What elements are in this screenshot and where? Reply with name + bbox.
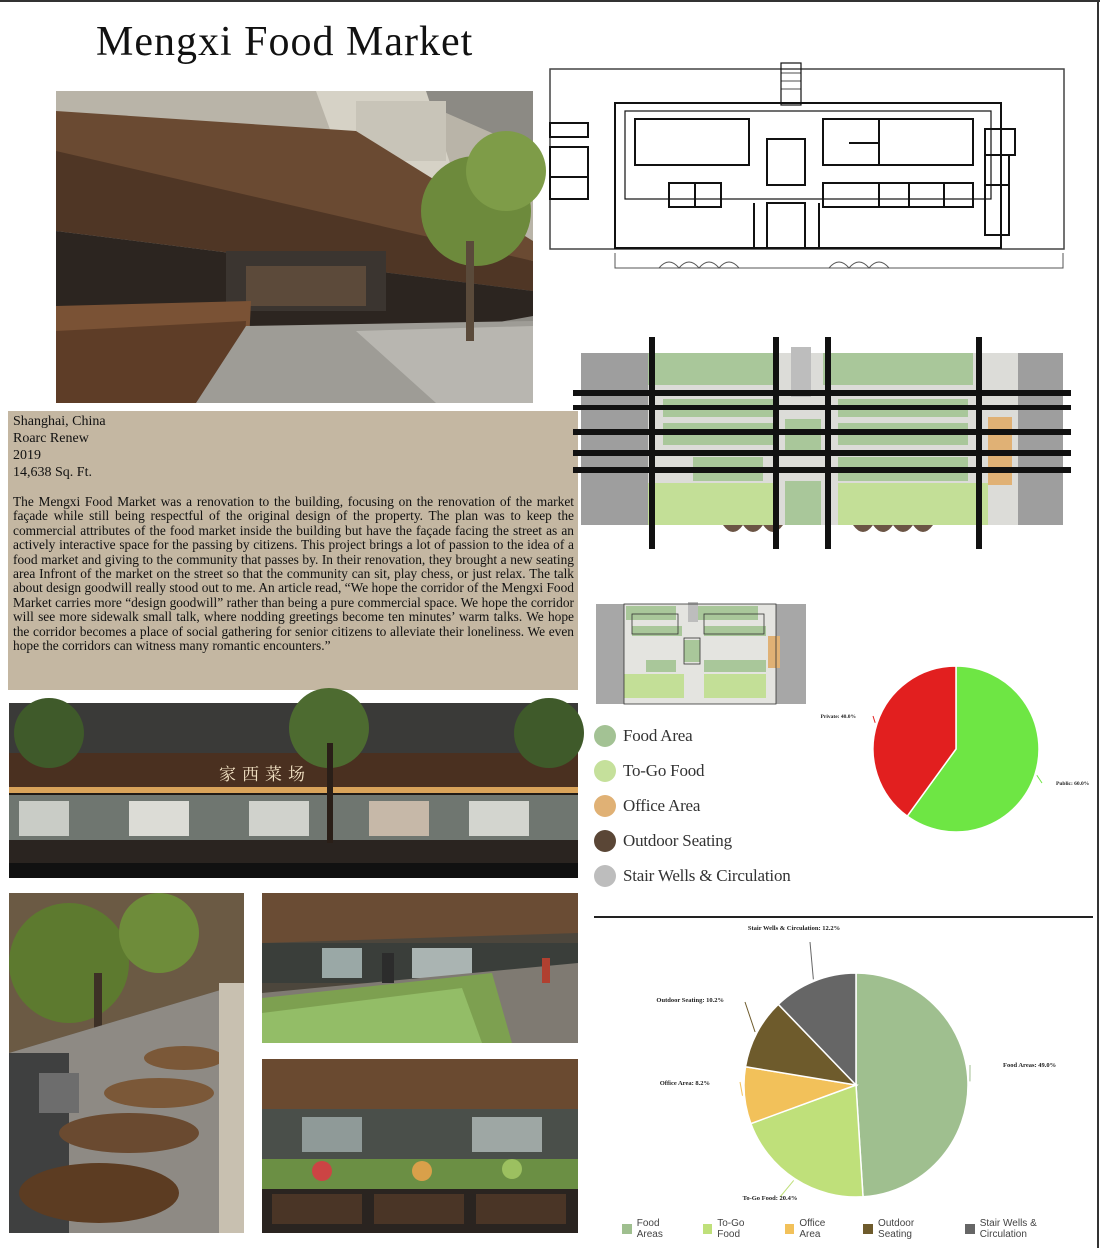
pie-leader-line <box>740 1082 743 1096</box>
interior-photo-2 <box>262 1059 578 1233</box>
zone-legend <box>594 718 791 893</box>
pie-data-label: Public: 60.0% <box>1056 781 1090 787</box>
pie-data-label: Private: 40.0% <box>820 714 856 720</box>
pie-data-label: Office Area: 8.2% <box>659 1080 710 1087</box>
chart-legend-item <box>703 1218 769 1240</box>
chart-legend-label: To-Go Food <box>717 1218 745 1240</box>
pie-leader-line <box>873 716 875 723</box>
right-border <box>1097 0 1099 1248</box>
pie-leader-line <box>745 1002 755 1032</box>
page-title: Mengxi Food Market <box>96 19 474 65</box>
legend-item <box>594 823 791 858</box>
chart-legend-label: Stair Wells & Circulation <box>979 1218 1037 1240</box>
project-firm: Roarc Renew <box>13 431 89 446</box>
legend-label: Stair Wells & Circulation <box>623 865 791 885</box>
project-description: The Mengxi Food Market was a renovation to the building, focusing on the renovation of the market façade while still being respectful of the original design of the property. The plan was to keep the commercial attributes of the food market inside the building but have the façade facing the street as an actively interactive space for the passing by citizens. This project brings a lot of passion to the idea of a food market and giving to the community that passes by. In their renovation, they brought a new seating area Infront of the market on the street so that the community can sit, play chess, or just relax. The talk about design goodwill really stood out to me. An article read, “We hope the corridor of the Mengxi Food Market carries more “design goodwill” rather than being a pure commercial space. We hope the corridor will see more sidewalk small talk, where nodding greetings become ten minutes’ warm talks. We hope the corridor becomes a place of social gathering for senior citizens to alleviate their loneliness. We even hope the corridors can witness many romantic encounters.” <box>13 494 574 654</box>
project-info <box>8 411 578 690</box>
pie-slice-food-areas <box>856 973 968 1197</box>
legend-swatch-icon <box>594 830 616 852</box>
legend-swatch-icon <box>594 795 616 817</box>
interior-photo-1 <box>262 893 578 1043</box>
legend-swatch-icon <box>965 1224 975 1234</box>
project-year: 2019 <box>13 448 41 463</box>
project-area: 14,638 Sq. Ft. <box>13 465 92 480</box>
legend-label: Food Area <box>623 725 693 745</box>
pie-leader-line <box>1037 775 1042 783</box>
legend-item <box>594 788 791 823</box>
public-private-pie-chart <box>820 640 1095 860</box>
chart-legend-label: Office Area <box>799 1218 826 1240</box>
legend-label: Outdoor Seating <box>623 830 732 850</box>
legend-swatch-icon <box>594 725 616 747</box>
chart-legend-item <box>965 1218 1084 1240</box>
chart-legend-label: Outdoor Seating <box>878 1218 915 1240</box>
storefront-photo <box>9 703 578 878</box>
legend-swatch-icon <box>594 760 616 782</box>
pie-leader-line <box>810 942 813 979</box>
legend-item <box>594 753 791 788</box>
pie-data-label: Food Areas: 49.0% <box>1003 1062 1057 1069</box>
chart-legend-label: Food Areas <box>636 1218 663 1240</box>
program-chart-legend <box>622 1218 1100 1240</box>
legend-swatch-icon <box>863 1224 873 1234</box>
legend-label: Office Area <box>623 795 701 815</box>
pie-data-label: Outdoor Seating: 10.2% <box>656 997 724 1004</box>
project-location: Shanghai, China <box>13 414 106 429</box>
seating-photo <box>9 893 244 1233</box>
program-pie-chart <box>600 920 1095 1215</box>
legend-swatch-icon <box>703 1224 713 1234</box>
chart-legend-item <box>785 1218 848 1240</box>
section-divider <box>594 916 1093 918</box>
legend-label: To-Go Food <box>623 760 705 780</box>
pie-data-label: Stair Wells & Circulation: 12.2% <box>747 925 841 932</box>
legend-swatch-icon <box>785 1224 795 1234</box>
floor-plan-outline <box>549 63 1067 278</box>
zoning-plan <box>573 335 1073 555</box>
chart-legend-item <box>622 1218 687 1240</box>
legend-swatch-icon <box>594 865 616 887</box>
legend-swatch-icon <box>622 1224 632 1234</box>
chart-legend-item <box>863 1218 949 1240</box>
legend-item <box>594 718 791 753</box>
pie-data-label: To-Go Food: 20.4% <box>742 1195 798 1202</box>
storefront-sign: 家西菜场 <box>219 765 311 785</box>
top-border <box>0 0 1100 2</box>
facade-photo <box>56 91 533 403</box>
legend-item <box>594 858 791 893</box>
small-zone-plan <box>596 600 808 711</box>
